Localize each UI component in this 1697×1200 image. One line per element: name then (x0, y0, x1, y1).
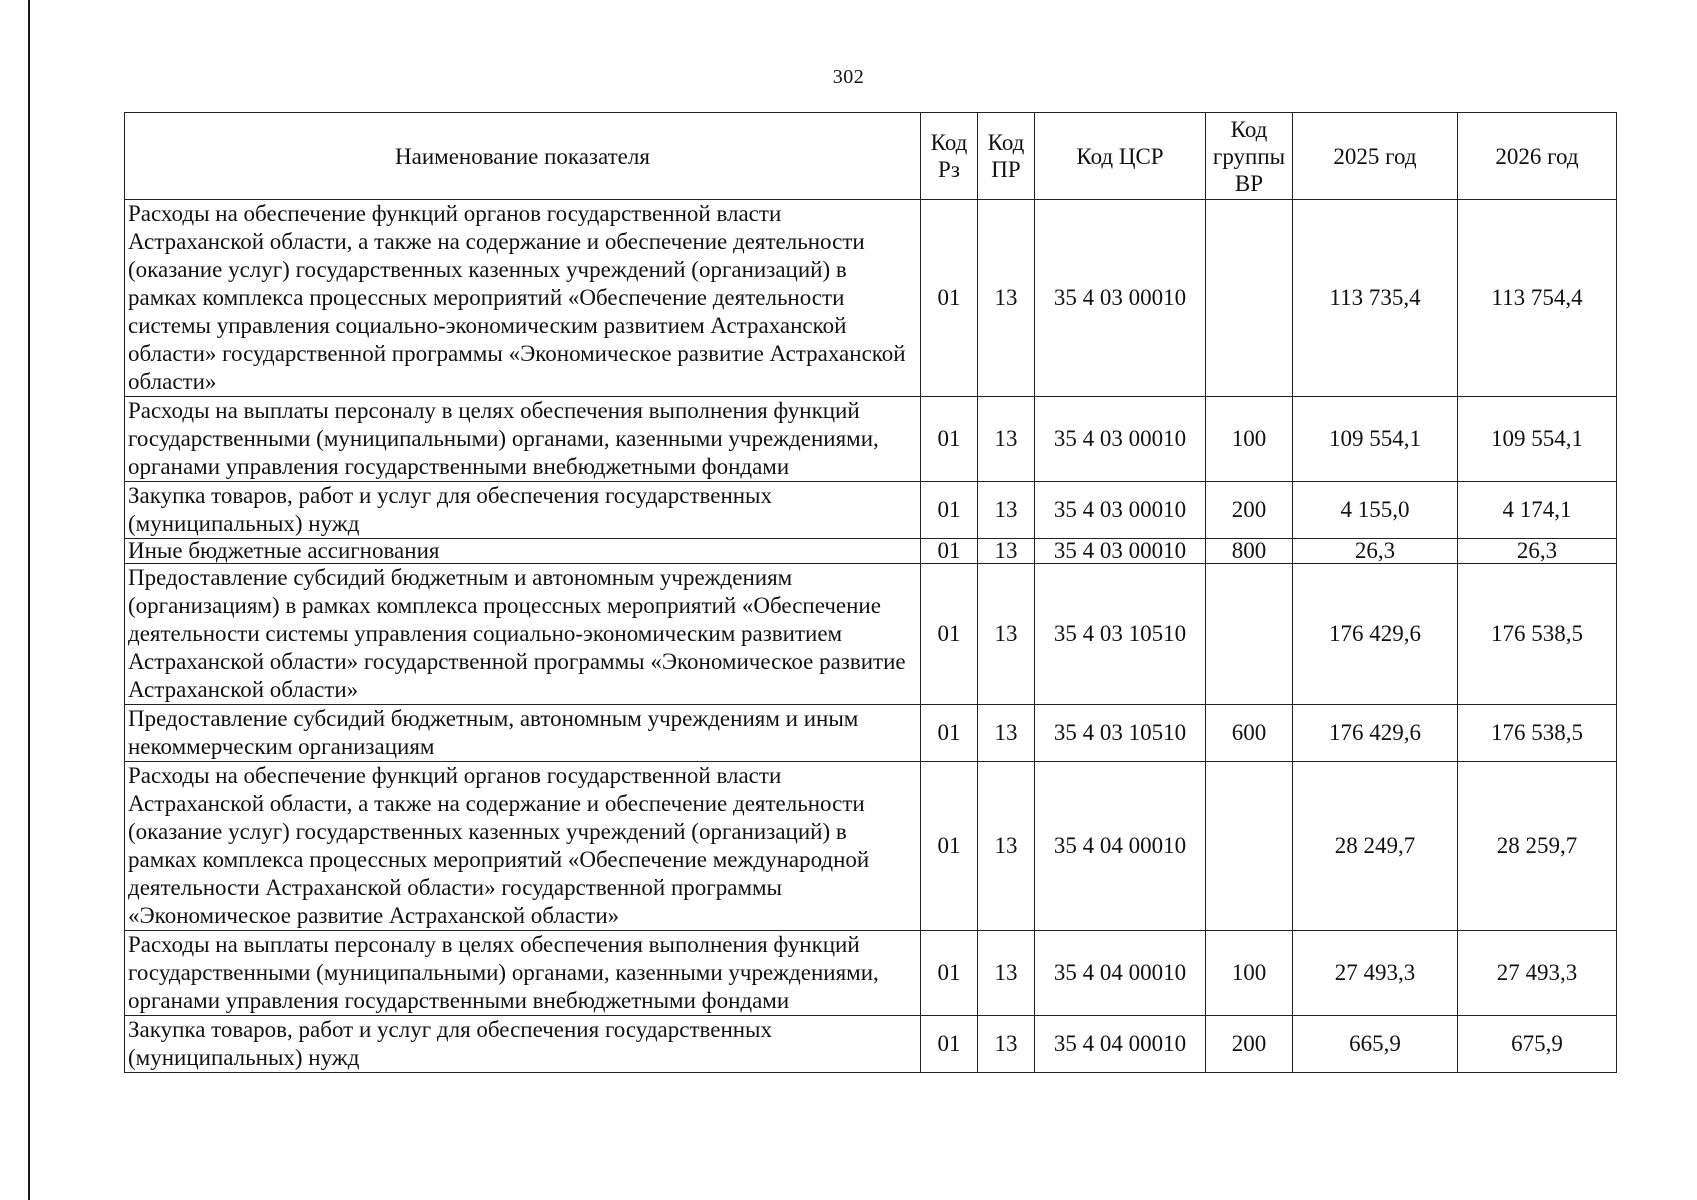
row-name: Расходы на выплаты персоналу в целях обеспечения выполнения функций государственными (муниципальными) органами, казенными учреждениями, органами управления государственными внебюджетными фондами (125, 931, 921, 1016)
row-2026: 26,3 (1458, 539, 1617, 564)
row-pr: 13 (978, 539, 1035, 564)
table-row (125, 762, 1617, 931)
row-2026: 176 538,5 (1458, 705, 1617, 762)
row-rz: 01 (921, 482, 978, 539)
row-csr: 35 4 03 00010 (1035, 397, 1206, 482)
row-vr: 800 (1206, 539, 1293, 564)
row-rz: 01 (921, 200, 978, 397)
row-rz: 01 (921, 564, 978, 705)
header-name: Наименование показателя (125, 113, 921, 200)
row-2025: 176 429,6 (1293, 564, 1458, 705)
row-rz: 01 (921, 1016, 978, 1073)
row-rz: 01 (921, 539, 978, 564)
row-name: Расходы на обеспечение функций органов государственной власти Астраханской области, а также на содержание и обеспечение деятельности (оказание услуг) государственных казенных учреждений (организаций) в рамках комплекса процессных мероприятий «Обеспечение международной деятельности Астраханской области» государственной программы «Экономическое развитие Астраханской области» (125, 762, 921, 931)
header-vr: Код группы ВР (1206, 113, 1293, 200)
row-2025: 109 554,1 (1293, 397, 1458, 482)
row-name: Расходы на обеспечение функций органов государственной власти Астраханской области, а также на содержание и обеспечение деятельности (оказание услуг) государственных казенных учреждений (организаций) в рамках комплекса процессных мероприятий «Обеспечение деятельности системы управления социально-экономическим развитием Астраханской области» государственной программы «Экономическое развитие Астраханской области» (125, 200, 921, 397)
row-name: Закупка товаров, работ и услуг для обеспечения государственных (муниципальных) нужд (125, 1016, 921, 1073)
table-row (125, 397, 1617, 482)
row-csr: 35 4 03 00010 (1035, 200, 1206, 397)
page-number: 302 (832, 66, 865, 88)
header-pr: Код ПР (978, 113, 1035, 200)
budget-table (124, 112, 1617, 1073)
row-csr: 35 4 04 00010 (1035, 762, 1206, 931)
row-2025: 665,9 (1293, 1016, 1458, 1073)
row-2025: 28 249,7 (1293, 762, 1458, 931)
header-csr: Код ЦСР (1035, 113, 1206, 200)
table-row (125, 705, 1617, 762)
row-csr: 35 4 03 10510 (1035, 705, 1206, 762)
row-vr: 600 (1206, 705, 1293, 762)
row-2026: 113 754,4 (1458, 200, 1617, 397)
row-name: Закупка товаров, работ и услуг для обеспечения государственных (муниципальных) нужд (125, 482, 921, 539)
row-pr: 13 (978, 1016, 1035, 1073)
row-name: Иные бюджетные ассигнования (125, 539, 921, 564)
row-pr: 13 (978, 482, 1035, 539)
row-2025: 27 493,3 (1293, 931, 1458, 1016)
table-row (125, 200, 1617, 397)
row-pr: 13 (978, 931, 1035, 1016)
row-2026: 4 174,1 (1458, 482, 1617, 539)
header-2025: 2025 год (1293, 113, 1458, 200)
header-2026: 2026 год (1458, 113, 1617, 200)
row-2025: 113 735,4 (1293, 200, 1458, 397)
table-row (125, 1016, 1617, 1073)
row-rz: 01 (921, 762, 978, 931)
row-csr: 35 4 03 10510 (1035, 564, 1206, 705)
table-row (125, 482, 1617, 539)
header-rz: Код Рз (921, 113, 978, 200)
row-vr (1206, 762, 1293, 931)
row-pr: 13 (978, 397, 1035, 482)
row-pr: 13 (978, 200, 1035, 397)
row-csr: 35 4 04 00010 (1035, 1016, 1206, 1073)
row-rz: 01 (921, 931, 978, 1016)
row-vr: 200 (1206, 482, 1293, 539)
table-row (125, 564, 1617, 705)
row-csr: 35 4 04 00010 (1035, 931, 1206, 1016)
row-vr (1206, 200, 1293, 397)
row-2026: 109 554,1 (1458, 397, 1617, 482)
row-pr: 13 (978, 564, 1035, 705)
table-header-row (125, 113, 1617, 200)
row-csr: 35 4 03 00010 (1035, 539, 1206, 564)
table-row (125, 539, 1617, 564)
row-2026: 28 259,7 (1458, 762, 1617, 931)
row-name: Предоставление субсидий бюджетным и автономным учреждениям (организациям) в рамках комплекса процессных мероприятий «Обеспечение деятельности системы управления социально-экономическим развитием Астраханской области» государственной программы «Экономическое развитие Астраханской области» (125, 564, 921, 705)
row-rz: 01 (921, 397, 978, 482)
row-2026: 675,9 (1458, 1016, 1617, 1073)
row-2025: 26,3 (1293, 539, 1458, 564)
row-2026: 27 493,3 (1458, 931, 1617, 1016)
row-2026: 176 538,5 (1458, 564, 1617, 705)
row-name: Расходы на выплаты персоналу в целях обеспечения выполнения функций государственными (муниципальными) органами, казенными учреждениями, органами управления государственными внебюджетными фондами (125, 397, 921, 482)
row-vr: 100 (1206, 397, 1293, 482)
row-pr: 13 (978, 705, 1035, 762)
row-rz: 01 (921, 705, 978, 762)
row-name: Предоставление субсидий бюджетным, автономным учреждениям и иным некоммерческим организациям (125, 705, 921, 762)
scan-edge-line (28, 0, 30, 1200)
row-csr: 35 4 03 00010 (1035, 482, 1206, 539)
row-2025: 176 429,6 (1293, 705, 1458, 762)
row-vr (1206, 564, 1293, 705)
row-vr: 200 (1206, 1016, 1293, 1073)
row-pr: 13 (978, 762, 1035, 931)
row-vr: 100 (1206, 931, 1293, 1016)
row-2025: 4 155,0 (1293, 482, 1458, 539)
table-row (125, 931, 1617, 1016)
